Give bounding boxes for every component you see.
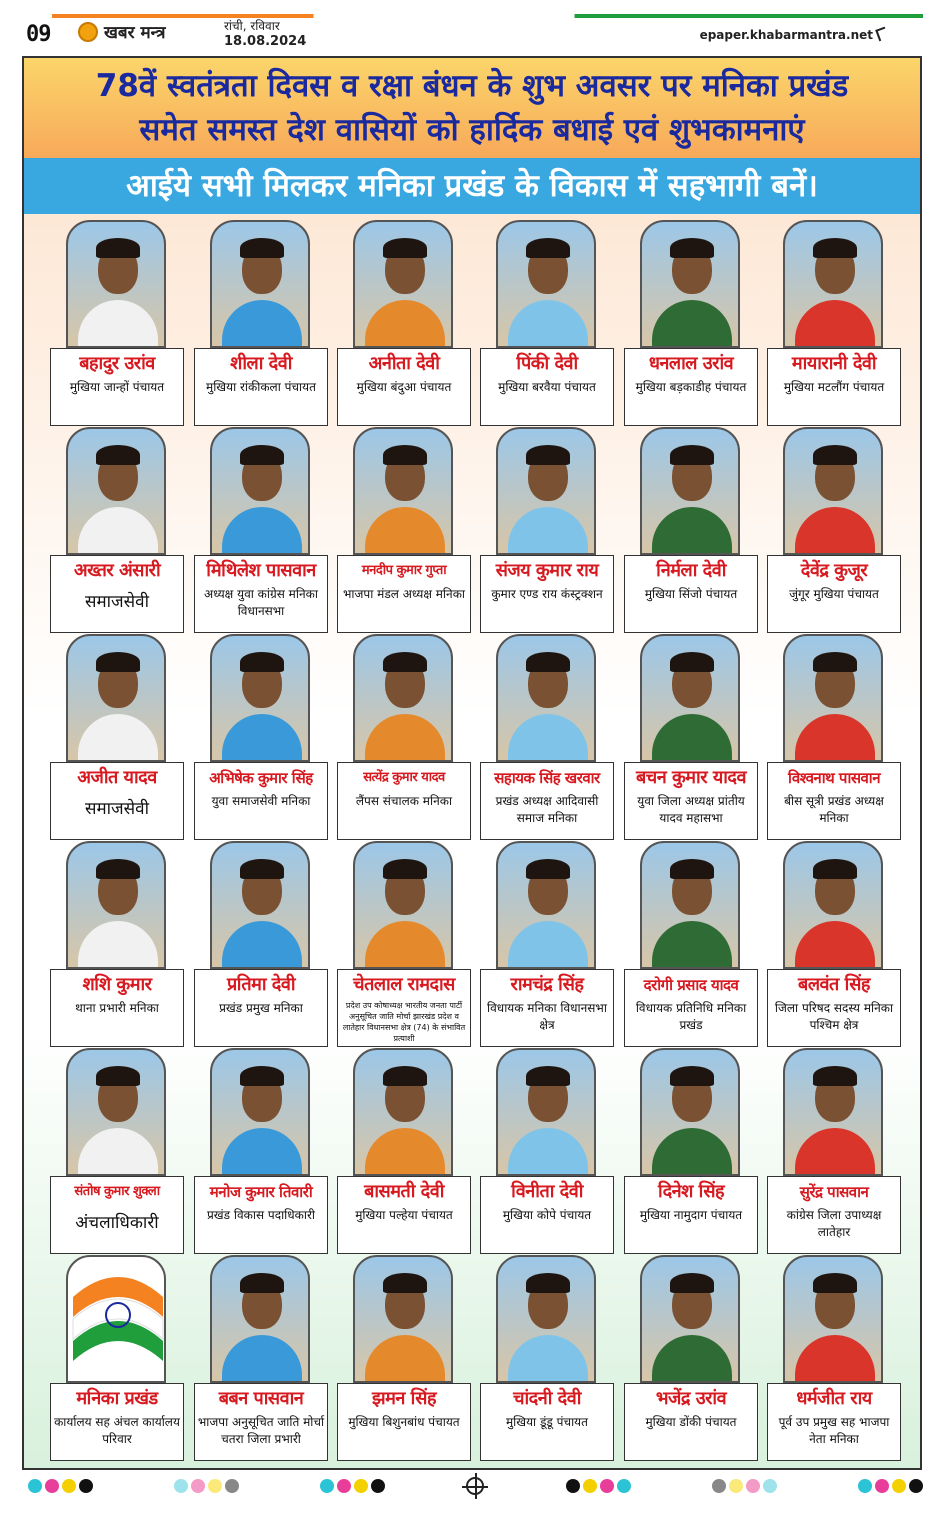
profile-name: मिथिलेश पासवान [206,560,316,581]
profile-role: मुखिया कोपे पंचायत [502,1208,592,1222]
profile-role: मुखिया सिंजो पंचायत [644,587,738,601]
profile-card [194,1048,328,1256]
profile-card [767,1048,901,1256]
profile-label [194,348,328,426]
profile-label [337,348,471,426]
profile-role: मुखिया डूंडू पंचायत [506,1415,588,1429]
profile-card [480,1255,614,1463]
profile-label [767,1176,901,1254]
profile-photo [210,1048,310,1176]
profile-name: अख्तर अंसारी [73,560,161,581]
profile-label [624,1383,758,1461]
profile-card [194,1255,328,1463]
profile-name: बहादुर उरांव [79,353,155,374]
greeting-line-2: समेत समस्त देश वासियों को हार्दिक बधाई एवं शुभकामनाएं [139,112,805,148]
profile-label [480,1176,614,1254]
profile-role: कार्यालय सह अंचल कार्यालय परिवार [54,1415,180,1446]
profile-role: विधायक मनिका विधानसभा क्षेत्र [487,1001,607,1032]
color-bar-3 [320,1479,385,1493]
profile-photo [496,634,596,762]
profile-photo [496,1255,596,1383]
profile-role: प्रखंड अध्यक्ष आदिवासी समाज मनिका [495,794,599,825]
profile-label [50,1383,184,1461]
profile-label [480,348,614,426]
profile-card [767,427,901,635]
profile-photo [66,841,166,969]
profile-label [480,555,614,633]
profile-photo [353,1048,453,1176]
profile-photo [210,634,310,762]
profile-card [624,220,758,428]
profile-name: मनोज कुमार तिवारी [209,1183,313,1201]
profile-role: समाजसेवी [84,799,150,819]
profile-card [337,841,471,1049]
profile-name: सहायक सिंह खरवार [494,769,600,787]
profile-name: दरोगी प्रसाद यादव [643,976,739,994]
profile-photo [640,427,740,555]
profile-photo [66,427,166,555]
profile-photo [783,427,883,555]
profile-photo [496,220,596,348]
profile-name: शीला देवी [230,353,292,374]
tricolor-rule [52,14,923,18]
profile-name: बलवंत सिंह [798,974,870,995]
profile-role: मुखिया जान्हों पंचायत [69,380,165,394]
profile-role: भाजपा मंडल अध्यक्ष मनिका [342,587,466,601]
masthead-logo [78,20,166,43]
profile-label [337,969,471,1047]
profile-role: पूर्व उप प्रमुख सह भाजपा नेता मनिका [778,1415,890,1446]
profile-photo [210,427,310,555]
profile-photo [640,1255,740,1383]
profile-role: बीस सूत्री प्रखंड अध्यक्ष मनिका [784,794,884,825]
profile-label [480,969,614,1047]
profile-role: मुखिया मटलौंग पंचायत [783,380,885,394]
profile-photo [66,220,166,348]
profile-photo [496,427,596,555]
cursor-icon [875,27,889,42]
profile-card [337,634,471,842]
profile-role: मुखिया बरवैया पंचायत [498,380,596,394]
profile-label [194,555,328,633]
profile-role: थाना प्रभारी मनिका [75,1001,159,1015]
profile-card [624,427,758,635]
profile-role: जुंगूर मुखिया पंचायत [789,587,879,601]
profile-name: मनिका प्रखंड [76,1388,158,1409]
profile-photo [640,841,740,969]
greeting-banner [24,58,920,158]
profile-photo [66,1255,166,1383]
profile-label [624,762,758,840]
profile-name: मनदीप कुमार गुप्ता [361,563,447,578]
color-bar-4 [566,1479,631,1493]
profile-role: कुमार एण्ड राय कंस्ट्रक्शन [491,587,603,601]
profile-name: अभिषेक कुमार सिंह [209,769,313,787]
profile-role: मुखिया बंदुआ पंचायत [356,380,452,394]
profile-card [50,841,184,1049]
profile-name: मायारानी देवी [791,353,877,374]
profile-name: बचन कुमार यादव [635,767,746,788]
profile-label [624,1176,758,1254]
profile-name: शशि कुमार [82,974,152,995]
profile-name: देवेंद्र कुजूर [800,560,868,581]
profile-card [50,634,184,842]
profile-name: पिंकी देवी [516,353,578,374]
issue-date: 18.08.2024 [224,34,307,49]
profile-role: मुखिया बिशुनबांध पंचायत [348,1415,460,1429]
profile-role: युवा जिला अध्यक्ष प्रांतीय यादव महासभा [637,794,745,825]
profile-label [50,555,184,633]
profile-role: समाजसेवी [84,592,150,612]
profile-label [337,555,471,633]
profile-card [624,1048,758,1256]
profile-label [624,555,758,633]
site-url[interactable]: epaper.khabarmantra.net [699,28,873,42]
color-bar-2 [174,1479,239,1493]
profile-card [337,1255,471,1463]
profile-card [767,1255,901,1463]
crosshair-icon [466,1477,484,1495]
profile-label [337,1176,471,1254]
profile-photo [783,841,883,969]
profile-label [480,1383,614,1461]
profile-name: बबन पासवान [218,1388,304,1409]
profile-label [194,1383,328,1461]
profile-name: झमन सिंह [371,1388,437,1409]
profile-card [767,841,901,1049]
profile-label [480,762,614,840]
profile-name: सत्येंद्र कुमार यादव [363,770,445,785]
profile-name: धर्मजीत राय [796,1388,872,1409]
flag-emblem-icon [68,1257,166,1383]
profile-label [624,348,758,426]
slogan-strip: आईये सभी मिलकर मनिका प्रखंड के विकास में सहभागी बनें। [24,158,920,214]
profile-label [50,348,184,426]
profile-name: चेतलाल रामदास [353,974,455,995]
profile-role: लैंपस संचालक मनिका [355,794,453,808]
profile-role: मुखिया डोंकी पंचायत [645,1415,737,1429]
profile-photo [783,1255,883,1383]
profile-role: जिला परिषद सदस्य मनिका पश्चिम क्षेत्र [774,1001,894,1032]
logo-emblem-icon [78,22,98,42]
profile-role: मुखिया नामुदाग पंचायत [639,1208,743,1222]
profile-role: मुखिया रांकीकला पंचायत [206,380,316,394]
profile-label [337,1383,471,1461]
profile-card [480,220,614,428]
profile-label [767,1383,901,1461]
profile-name: भजेंद्र उरांव [655,1388,727,1409]
profile-card [624,634,758,842]
profile-photo [640,1048,740,1176]
profile-photo [783,220,883,348]
color-bar-right [858,1479,923,1493]
profile-photo [353,841,453,969]
profile-name: अनीता देवी [368,353,440,374]
profile-card [50,220,184,428]
profile-label [194,762,328,840]
profile-name: धनलाल उरांव [648,353,734,374]
profile-label [50,969,184,1047]
profile-card [480,634,614,842]
profile-role: भाजपा अनुसूचित जाति मोर्चा चतरा जिला प्रभारी [197,1415,325,1446]
profile-name: अजीत यादव [77,767,157,788]
profile-card [50,427,184,635]
logo-text: खबर मन्त्र [104,23,166,43]
profile-card [337,1048,471,1256]
profile-label [767,348,901,426]
profile-card [337,427,471,635]
profile-role: प्रदेश उप कोषाध्यक्ष भारतीय जनता पार्टी अनुसूचित जाति मोर्चा झारखंड प्रदेश व लातेहार विधानसभा क्षेत्र (74) के संभावित प्रत्याशी [342,1001,466,1043]
profile-name: विनीता देवी [511,1181,583,1202]
profile-role: प्रखंड विकास पदाधिकारी [206,1208,316,1222]
profile-card [194,220,328,428]
profile-label [194,1176,328,1254]
profile-name: रामचंद्र सिंह [510,974,584,995]
profile-role: अंचलाधिकारी [75,1213,159,1233]
page-number: 09 [26,22,51,47]
profile-card [767,220,901,428]
city-day: रांची, रविवार [224,19,280,33]
profile-label [767,762,901,840]
profile-photo [66,1048,166,1176]
profile-name: सुरेंद्र पासवान [799,1183,869,1201]
profile-name: दिनेश सिंह [657,1181,725,1202]
profile-name: निर्मला देवी [656,560,726,581]
profile-photo [496,1048,596,1176]
profile-name: संतोष कुमार शुक्ला [74,1184,160,1199]
profile-card [50,1255,184,1463]
profile-card [480,427,614,635]
profile-photo [353,427,453,555]
color-bar-5 [712,1479,777,1493]
profile-role: विधायक प्रतिनिधि मनिका प्रखंड [635,1001,747,1032]
profile-name: बासमती देवी [364,1181,444,1202]
profile-photo [783,634,883,762]
profile-role: अध्यक्ष युवा कांग्रेस मनिका विधानसभा [204,587,318,618]
profile-card [194,427,328,635]
profile-photo [496,841,596,969]
profile-role: मुखिया बड़काडीह पंचायत [635,380,747,394]
greeting-line-1: 78वें स्वतंत्रता दिवस व रक्षा बंधन के शुभ अवसर पर मनिका प्रखंड [95,68,849,104]
profile-name: विश्वनाथ पासवान [787,769,881,787]
profile-photo [783,1048,883,1176]
profile-photo [353,220,453,348]
profile-card [767,634,901,842]
profile-name: प्रतिमा देवी [226,974,296,995]
profile-label [337,762,471,840]
profile-card [337,220,471,428]
profile-role: कांग्रेस जिला उपाध्यक्ष लातेहार [786,1208,882,1239]
color-bar-left [28,1479,93,1493]
profile-photo [640,634,740,762]
profile-label [767,969,901,1047]
profile-card [624,1255,758,1463]
registration-marks [28,1478,923,1494]
profile-photo [353,634,453,762]
profile-photo [210,841,310,969]
profile-card [480,841,614,1049]
profile-card [624,841,758,1049]
profile-label [194,969,328,1047]
profile-photo [640,220,740,348]
advert-frame [22,56,922,1470]
profile-photo [353,1255,453,1383]
profile-photo [66,634,166,762]
profile-photo [210,220,310,348]
profile-photo [210,1255,310,1383]
profile-card [194,841,328,1049]
profile-card [50,1048,184,1256]
profile-grid [24,214,920,1468]
profile-card [480,1048,614,1256]
profile-label [767,555,901,633]
profile-card [194,634,328,842]
profile-label [624,969,758,1047]
profile-role: मुखिया पल्हेया पंचायत [355,1208,453,1222]
profile-name: संजय कुमार राय [495,560,599,581]
profile-role: प्रखंड प्रमुख मनिका [219,1001,303,1015]
profile-label [50,1176,184,1254]
dateline [224,18,306,50]
profile-name: चांदनी देवी [513,1388,581,1409]
profile-label [50,762,184,840]
profile-role: युवा समाजसेवी मनिका [211,794,311,808]
